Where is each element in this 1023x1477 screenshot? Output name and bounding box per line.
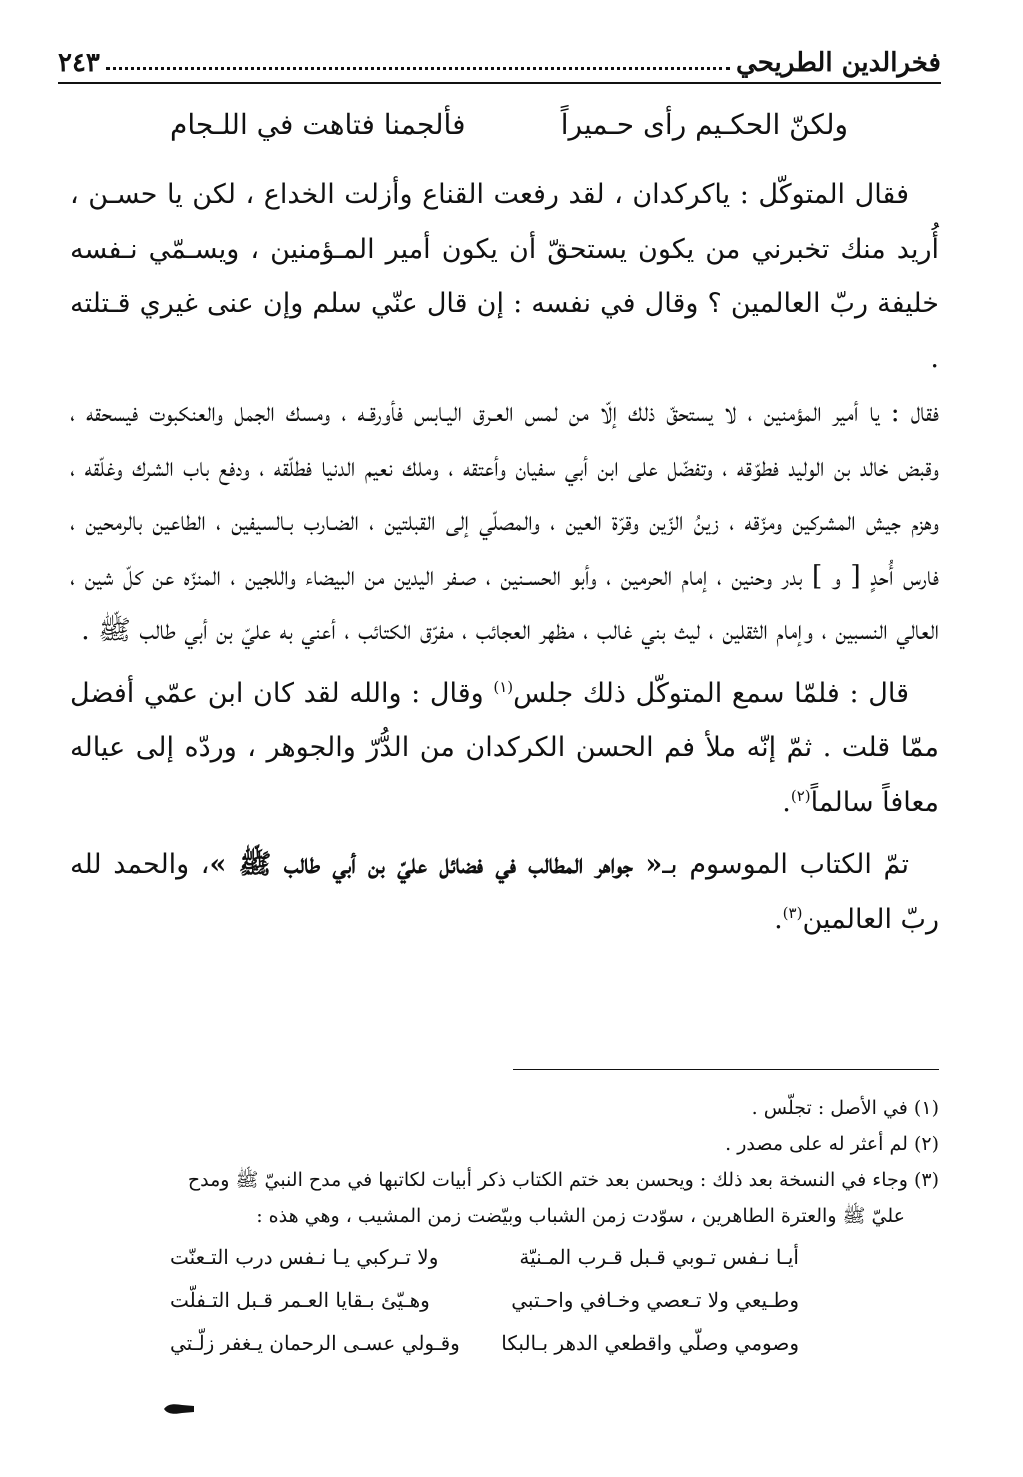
footnote-1: (١) في الأصل : تجلّس . [751, 1097, 939, 1119]
footnote-3-line-2: عليّ ﷺ والعترة الطاهرين ، سوّدت زمن الشباب وبيّضت زمن المشيب ، وهي هذه : [256, 1205, 905, 1227]
verse-first-hemistich: ولكنّ الحكـيم رأى حـميراً [560, 108, 848, 141]
poetry-verse [170, 108, 848, 141]
footnote-ref-2: (٢) [790, 786, 811, 805]
footnote-2: (٢) لم أعثر له على مصدر . [725, 1133, 939, 1155]
paragraph-3-text-c: . [782, 786, 791, 818]
footnote-verse-2 [170, 1279, 799, 1322]
page-number: ٢٤٣ [58, 48, 100, 78]
verse-second-hemistich: فألجمنا فتاهت في اللـجام [170, 108, 466, 141]
main-text [70, 168, 939, 947]
footnote-3-line-1: (٣) وجاء في النسخة بعد ذلك : ويحسن بعد ختم الكتاب ذكر أبيات لكاتبها في مدح النبيّ ﷺ ومدح [187, 1169, 939, 1191]
footnote-separator [513, 1069, 939, 1070]
paragraph-4-text-c: . [774, 903, 783, 935]
footnotes [70, 1090, 939, 1365]
book-title: « جواهر المطالب في فضائل عليّ بن أبي طالب ﷺ » [209, 849, 663, 880]
verse-1-first: أيـا نـفس تـوبي قـبل قـرب المـنيّة [519, 1245, 799, 1269]
paragraph-4 [70, 838, 939, 947]
header-title: فخرالدين الطريحي [736, 48, 941, 78]
paragraph-1: فقال المتوكّل : ياكركدان ، لقد رفعت القناع وأزلت الخداع ، لكن يا حسـن ، أُريد منك تخبرني من يكون يستحقّ أن يكون أمير المـؤمنين ، ويسـمّي نـفسه خليفة ربّ العالمين ؟ وقال في نفسه : إن قال عنّي سلم وإن عنى غيري قـتلته . [70, 179, 939, 374]
footnote-verse-3 [170, 1322, 799, 1365]
footnote-verses [70, 1236, 939, 1365]
continued-arrow-icon [162, 1402, 196, 1416]
footnote-verse-1 [170, 1236, 799, 1279]
footnote-ref-1: (١) [493, 677, 514, 696]
verse-2-first: وطـيعي ولا تـعصي وخـافي واحـتبي [511, 1288, 799, 1312]
paragraph-3-text-b: وقال : والله لقد كان ابن عمّي أفضل ممّا قلت . ثمّ إنّه ملأ فم الحسن الكركدان من الدُّرّ والجوهر ، وردّه إلى عياله معافاً سالماً [70, 677, 939, 818]
verse-3-first: وصومي وصلّي واقطعي الدهر بـالبكا [501, 1331, 799, 1355]
paragraph-4-text-b: ، والحمد لله ربّ العالمين [70, 849, 939, 935]
paragraph-3-text-a: قال : فلمّا سمع المتوكّل ذلك جلس [513, 677, 909, 709]
verse-2-second: وهـيّئ بـقايا العـمر قـبل التـفلّت [170, 1288, 430, 1312]
header-dot-leader [106, 67, 730, 70]
paragraph-4-text-a: تمّ الكتاب الموسوم بـ [662, 849, 909, 880]
verse-1-second: ولا تـركبي يـا نـفس درب التـعنّت [170, 1245, 439, 1269]
verse-3-second: وقـولي عسـى الرحمان يـغفر زلّـتي [170, 1331, 460, 1355]
paragraph-3 [70, 667, 939, 831]
footnote-ref-3: (٣) [782, 903, 803, 922]
paragraph-2: فقال : يا أمير المؤمنين ، لا يستحقّ ذلك إلّا من لمس العـرق اليـابس فأورقـه ، ومسك الجمل والعنكبوت فيسحقه ، وقبض خالد بن الوليد فطوّقه ، وتفضّل على ابن أبي سفيان وأعتقه ، وملك نعيم الدنيا فطلّقه ، ودفع باب الشرك وغلّقه ، وهزم جيش المشركين ومزّقه ، زينُ الزّين وقرّة العين ، والمصلّي إلى القبلتين ، الضـارب بـالسيفين ، الطاعين بالرمحين ، فارس أُحدٍ [ و ] بدر وحنين ، إمام الحرمين ، وأبو الحسـنين ، صـفر اليدين من البيضاء واللجين ، المنزّه عن كلّ شين ، العالي النسبين ، وإمام الثقلين ، ليث بني غالب ، مظهر العجائب ، مفرّق الكتائب ، أعني به عليّ بن أبي طالب ﷺ . [70, 397, 939, 646]
running-header [58, 42, 941, 84]
